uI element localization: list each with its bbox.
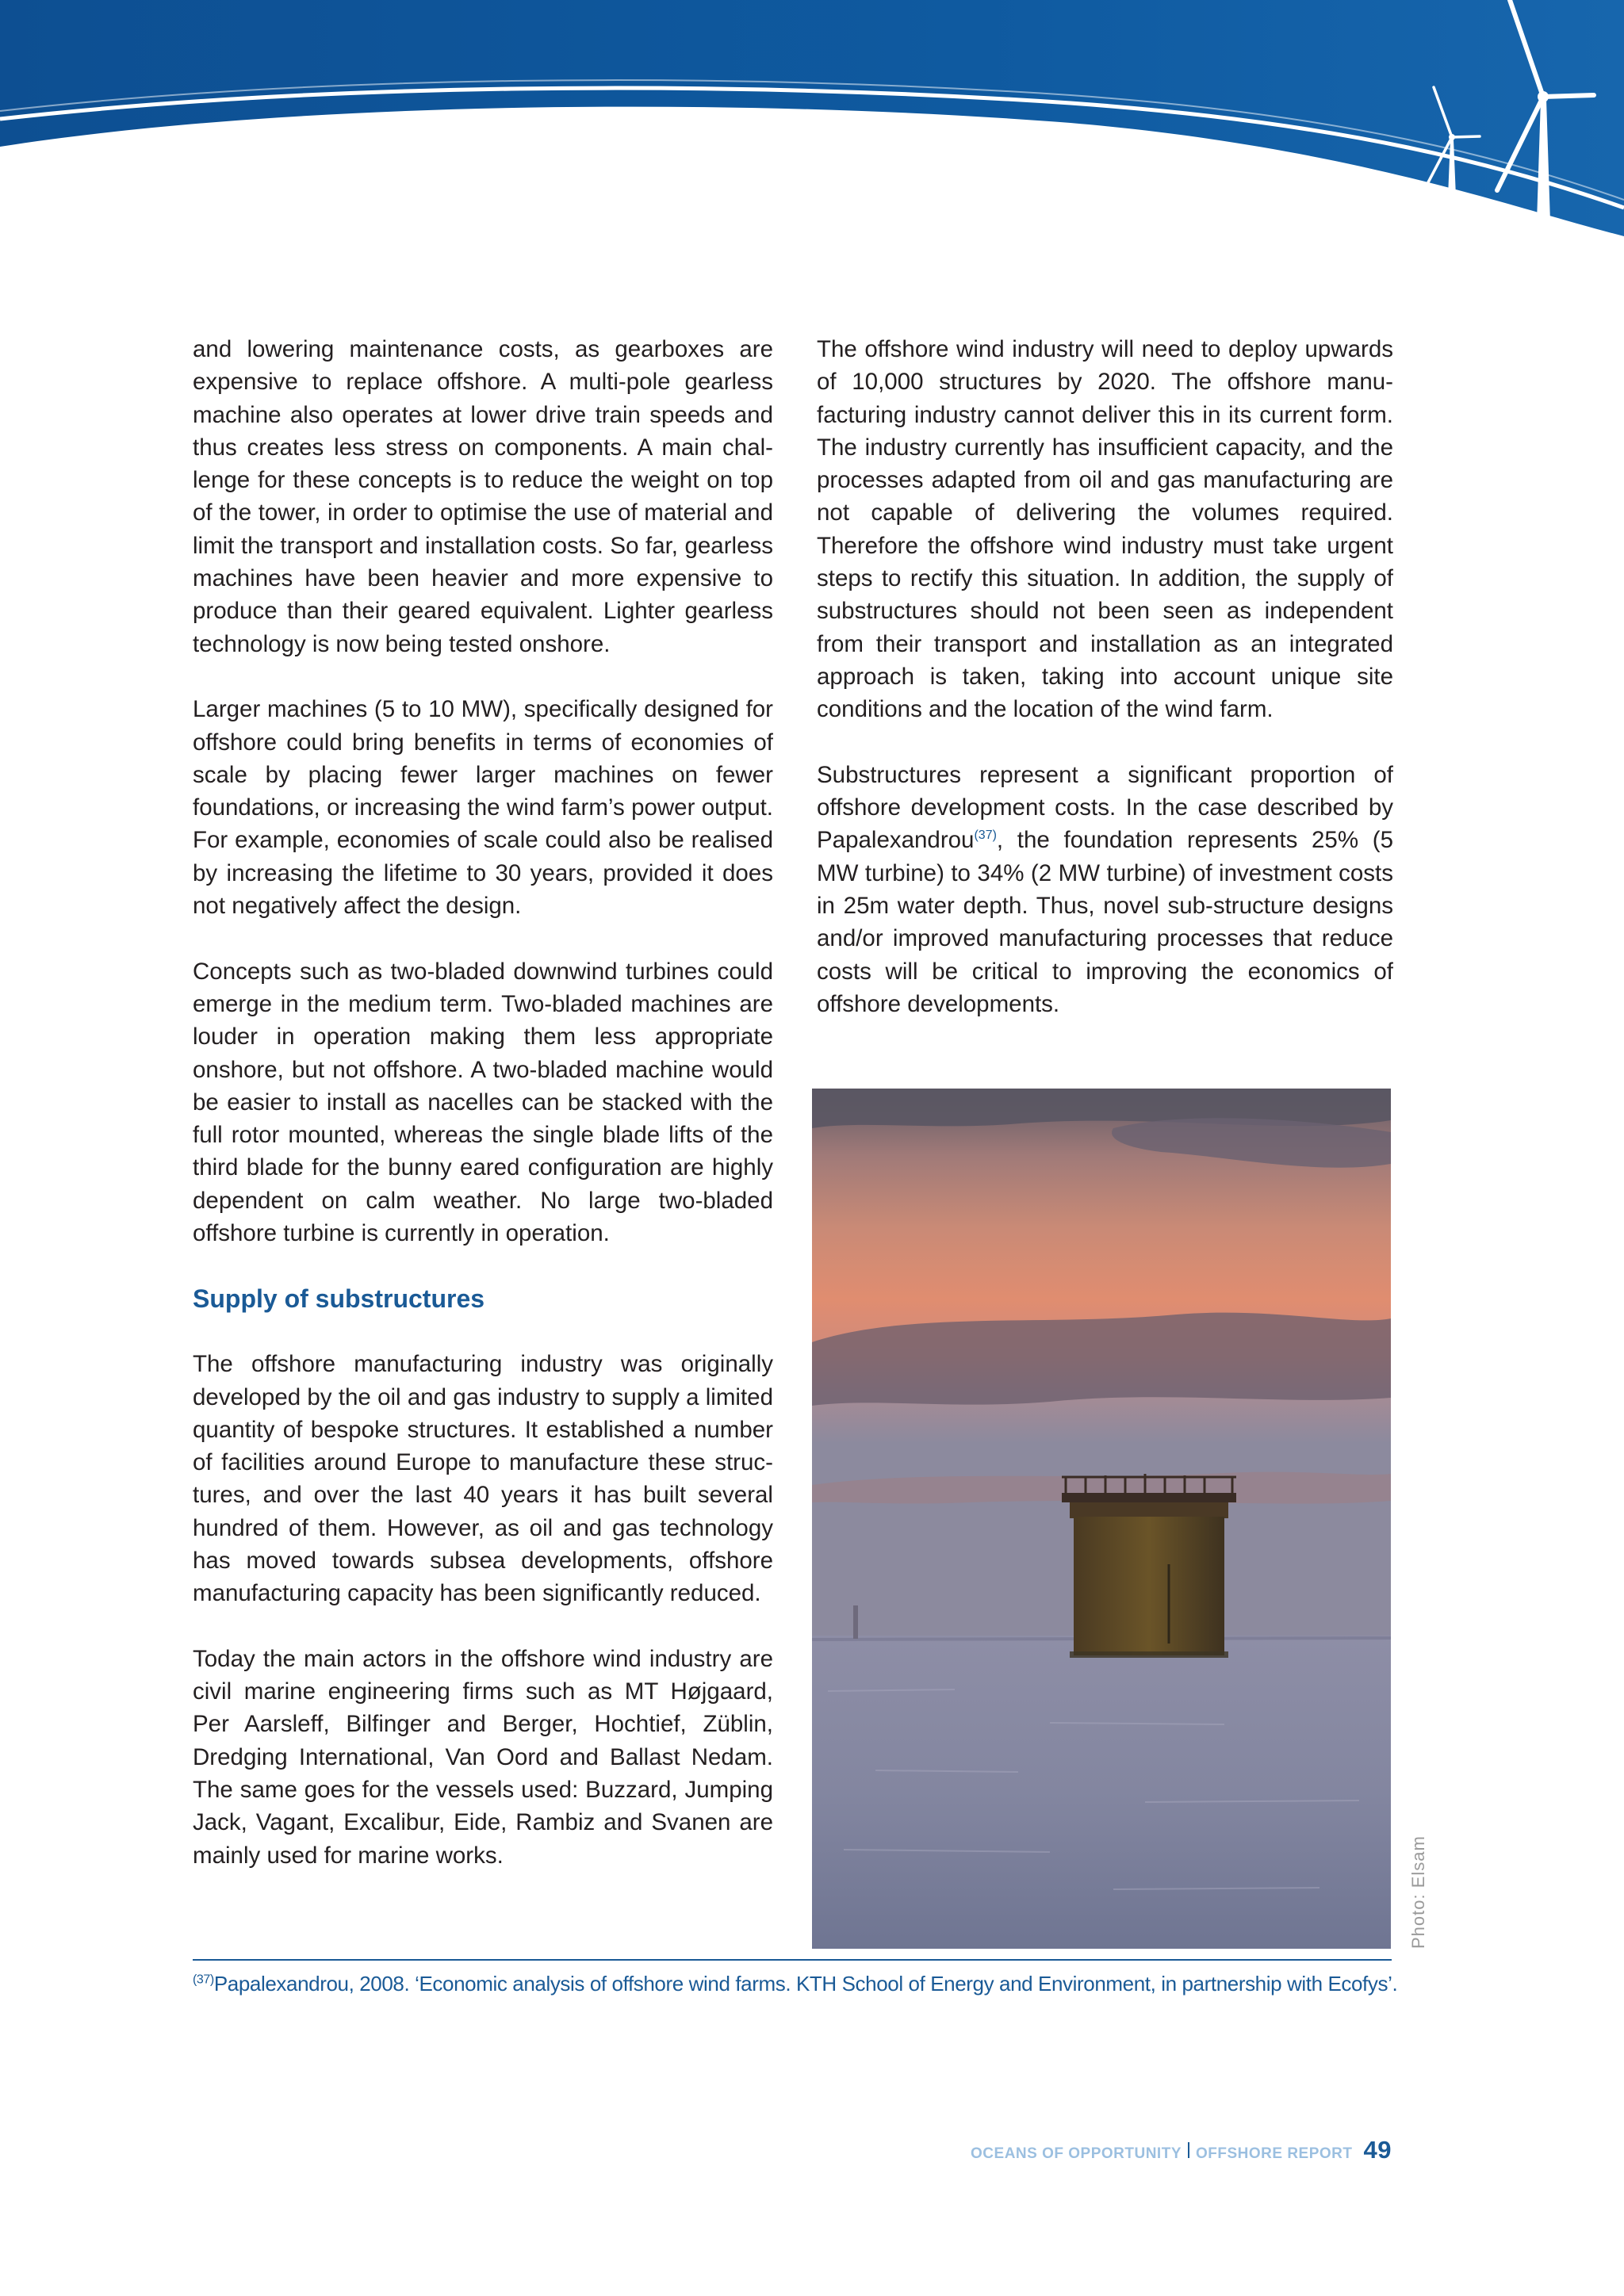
body-paragraph: The offshore manufacturing industry was originally developed by the oil and gas industry to supply a limited quantity of bespoke structures. It established a number of facilities around Europe to manufacture these structures, and over the last 40 years it has built several hundred of them. However, as oil and gas technology has moved towards subsea developments, offshore manufacturing capacity has been significantly reduced. [193, 1351, 773, 1607]
body-paragraph: Larger machines (5 to 10 MW), specifically designed for offshore could bring benefits in terms of economies of scale by placing fewer larger machines on fewer foundations, or increasing the wind farm’s power output. For example, economies of scale could also be realised by increasing the lifetime to 30 years, provided it does not negatively affect the design. [193, 696, 773, 920]
footnote-reference: (37) [974, 828, 997, 843]
footnote [193, 1969, 1461, 1998]
footnote-number: (37) [193, 1973, 214, 1987]
footer-separator [1188, 2142, 1189, 2158]
page-footer [971, 2136, 1392, 2164]
photo-credit: Photo: Elsam [1408, 1835, 1428, 1949]
page-number: 49 [1363, 2136, 1392, 2164]
header-banner [0, 0, 1624, 254]
offshore-foundation-photo [812, 1089, 1391, 1949]
paragraph-text: , the foundation represents 25% (5 MW turbine) to 34% (2 MW turbine) of investment costs in 25m water depth. Thus, novel sub-structure designs and/or improved manufacturing processes that reduce costs will be critical to improving the economics of offshore developments. [817, 827, 1393, 1017]
section-heading: Supply of substructures [193, 1284, 485, 1313]
section-title: OFFSHORE REPORT [1196, 2145, 1353, 2162]
left-column [193, 333, 773, 1904]
footnote-text: Papalexandrou, 2008. ‘Economic analysis of offshore wind farms. KTH School of Energy and Environment, in partnership with Ecofys’. [213, 1972, 1398, 1996]
paragraph-text: Substructures represent a significant proportion of offshore development costs. In the case described by Papalexandrou [817, 761, 1393, 854]
publication-title: OCEANS OF OPPORTUNITY [971, 2145, 1182, 2162]
right-column [817, 333, 1393, 1054]
body-paragraph: and lowering maintenance costs, as gearboxes are expensive to replace offshore. A multi-pole gearless machine also operates at lower drive train speeds and thus creates less stress on components. A main challenge for these concepts is to reduce the weight on top of the tower, in order to optimise the use of material and limit the transport and installation costs. So far, gearless machines have been heavier and more expensive to produce than their geared equivalent. Lighter gearless technology is now being tested onshore. [193, 336, 773, 657]
footnote-divider [193, 1959, 1392, 1961]
body-paragraph: Today the main actors in the offshore wind industry are civil marine engineering firms such as MT Højgaard, Per Aarsleff, Bilfinger and Berger, Hochtief, Züblin, Dredging International, Van Oord and Ballast Nedam. The same goes for the vessels used: Buzzard, Jumping Jack, Vagant, Excalibur, Eide, Rambiz and Svanen are mainly used for marine works. [193, 1645, 773, 1869]
body-paragraph: The offshore wind industry will need to deploy upwards of 10,000 structures by 2020. The offshore manufacturing industry cannot deliver this in its current form. The industry currently has insufficient capacity, and the processes adapted from oil and gas manufacturing are not capable of delivering the volumes required. Therefore the offshore wind industry must take urgent steps to rectify this situation. In addition, the supply of substructures should not been seen as independent from their transport and installation as an integrated approach is taken, taking into account unique site conditions and the location of the wind farm. [817, 336, 1393, 723]
body-paragraph [817, 759, 1393, 1020]
body-paragraph: Concepts such as two-bladed downwind turbines could emerge in the medium term. Two-bladed machines are louder in operation making them less appropriate onshore, but not offshore. A two-bladed machine would be easier to install as nacelles can be stacked with the full rotor mounted, whereas the single blade lifts of the third blade for the bunny eared configuration are highly dependent on calm weather. No large two-bladed offshore turbine is currently in operation. [193, 958, 773, 1247]
